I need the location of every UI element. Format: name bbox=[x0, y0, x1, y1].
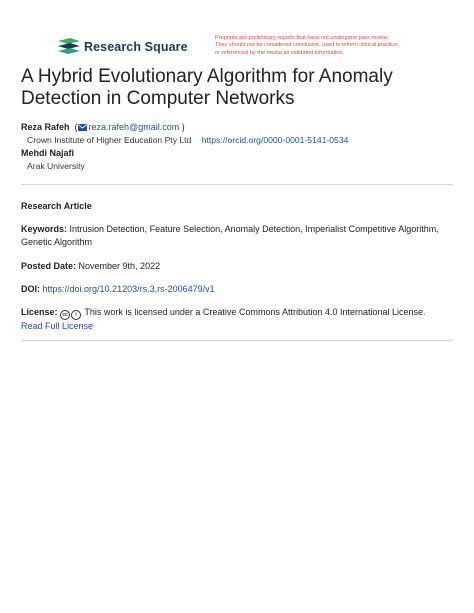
divider bbox=[21, 340, 453, 341]
cc-icon: cc bbox=[60, 310, 70, 320]
license-text: This work is licensed under a Creative Commons Attribution 4.0 International License. bbox=[84, 307, 426, 317]
read-full-license-link[interactable]: Read Full License bbox=[21, 321, 94, 331]
posted-date-label: Posted Date: bbox=[21, 261, 77, 271]
doi-link[interactable]: https://doi.org/10.21203/rs.3.rs-2006479/v1 bbox=[42, 284, 215, 294]
affiliation-text: Arak University bbox=[27, 161, 85, 171]
doi bbox=[21, 283, 453, 296]
keywords-label: Keywords: bbox=[21, 224, 68, 234]
email-icon bbox=[78, 124, 87, 131]
license bbox=[21, 306, 453, 333]
author-1 bbox=[21, 121, 461, 134]
by-icon: i bbox=[71, 310, 81, 320]
license-label: License: bbox=[21, 307, 58, 317]
research-square-logo[interactable] bbox=[58, 38, 188, 56]
keywords-value: Intrusion Detection, Feature Selection, Anomaly Detection, Imperialist Competitive Algorithm, bbox=[69, 224, 439, 234]
logo-text: Research Square bbox=[84, 40, 188, 54]
keywords-value-line2: Genetic Algorithm bbox=[21, 237, 93, 247]
paren-open: ( bbox=[72, 122, 78, 132]
preprint-notice bbox=[215, 35, 455, 57]
author-email-link[interactable]: reza.rafeh@gmail.com bbox=[88, 122, 180, 132]
article-type bbox=[21, 200, 453, 213]
title-line: A Hybrid Evolutionary Algorithm for Anomaly bbox=[21, 66, 393, 87]
research-square-logo-icon bbox=[58, 38, 80, 56]
paper-title bbox=[21, 66, 461, 110]
author-name: Reza Rafeh bbox=[21, 122, 70, 132]
author-list bbox=[21, 121, 461, 173]
author-1-affiliation bbox=[21, 134, 461, 147]
author-2 bbox=[21, 147, 461, 160]
keywords bbox=[21, 223, 453, 249]
affiliation-text: Crown Institute of Higher Education Pty Ltd bbox=[27, 135, 192, 145]
divider bbox=[21, 184, 453, 185]
posted-date bbox=[21, 260, 453, 273]
notice-line: They should not be considered conclusive, used to inform clinical practice, bbox=[215, 42, 399, 49]
title-line: Detection in Computer Networks bbox=[21, 88, 295, 109]
orcid-link[interactable]: https://orcid.org/0000-0001-5141-0534 bbox=[201, 135, 349, 145]
notice-line: or referenced by the media as validated information. bbox=[215, 49, 345, 56]
posted-date-value: November 9th, 2022 bbox=[78, 261, 161, 271]
author-2-affiliation bbox=[21, 160, 461, 173]
article-type-label: Research Article bbox=[21, 201, 92, 211]
header bbox=[0, 0, 474, 64]
notice-line: Preprints are preliminary reports that have not undergone peer review. bbox=[215, 35, 389, 41]
author-name: Mehdi Najafi bbox=[21, 148, 75, 158]
doi-label: DOI: bbox=[21, 284, 40, 294]
paren-close: ) bbox=[179, 122, 185, 132]
